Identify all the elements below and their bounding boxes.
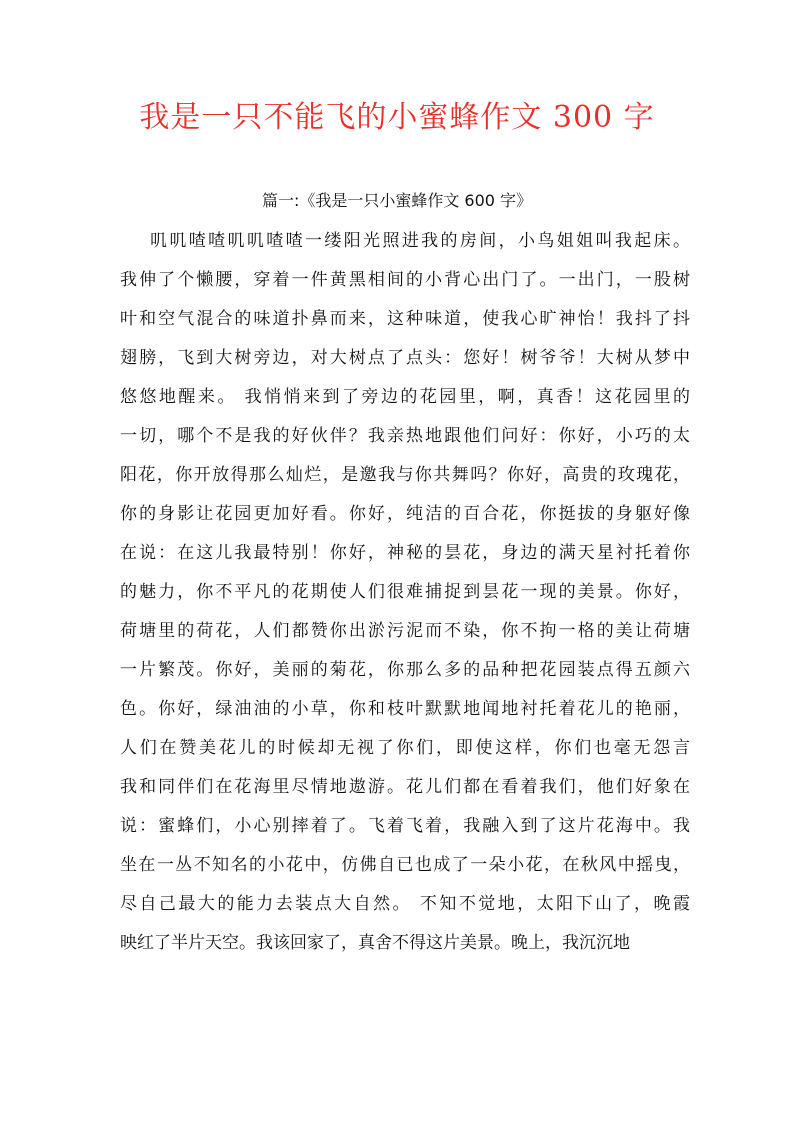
body-line: 人们在赞美花儿的时候却无视了你们，即使这样，你们也毫无怨言 — [120, 738, 690, 758]
body-line: 叽叽喳喳叽叽喳喳一缕阳光照进我的房间，小鸟姐姐叫我起床。 — [150, 231, 690, 251]
body-line: 尽自己最大的能力去装点大自然。 不知不觉地，太阳下山了，晚霞 — [120, 894, 690, 914]
body-line: 阳花，你开放得那么灿烂，是邀我与你共舞吗？你好，高贵的玫瑰花， — [120, 465, 690, 485]
body-line: 在说：在这儿我最特别！你好，神秘的昙花，身边的满天星衬托着你 — [120, 543, 690, 563]
body-line: 荷塘里的荷花，人们都赞你出淤污泥而不染，你不拘一格的美让荷塘 — [120, 621, 690, 641]
body-line: 色。你好，绿油油的小草，你和枝叶默默地闻地衬托着花儿的艳丽， — [120, 699, 690, 719]
document-subtitle: 篇一:《我是一只小蜜蜂作文 600 字》 — [261, 191, 533, 210]
body-line: 翅膀，飞到大树旁边，对大树点了点头：您好！树爷爷！大树从梦中 — [120, 348, 690, 368]
document-body — [120, 228, 690, 969]
body-line: 坐在一丛不知名的小花中，仿佛自已也成了一朵小花，在秋风中摇曳， — [120, 855, 690, 875]
body-line: 一片繁茂。你好，美丽的菊花，你那么多的品种把花园装点得五颜六 — [120, 660, 690, 680]
document-title: 我是一只不能飞的小蜜蜂作文 300 字 — [139, 100, 655, 135]
body-line: 叶和空气混合的味道扑鼻而来，这种味道，使我心旷神怡！我抖了抖 — [120, 309, 690, 329]
body-line: 的魅力，你不平凡的花期使人们很难捕捉到昙花一现的美景。你好， — [120, 582, 690, 602]
body-line: 我伸了个懒腰，穿着一件黄黑相间的小背心出门了。一出门，一股树 — [120, 270, 690, 290]
body-line: 我和同伴们在花海里尽情地遨游。花儿们都在看着我们，他们好象在 — [120, 777, 690, 797]
body-line: 你的身影让花园更加好看。你好，纯洁的百合花，你挺拔的身躯好像 — [120, 504, 690, 524]
body-line: 说：蜜蜂们，小心别摔着了。飞着飞着，我融入到了这片花海中。我 — [120, 816, 690, 836]
body-line: 映红了半片天空。我该回家了，真舍不得这片美景。晚上，我沉沉地 — [120, 933, 630, 953]
body-line: 一切，哪个不是我的好伙伴？我亲热地跟他们问好：你好，小巧的太 — [120, 426, 690, 446]
body-line: 悠悠地醒来。 我悄悄来到了旁边的花园里，啊，真香！这花园里的 — [120, 387, 690, 407]
